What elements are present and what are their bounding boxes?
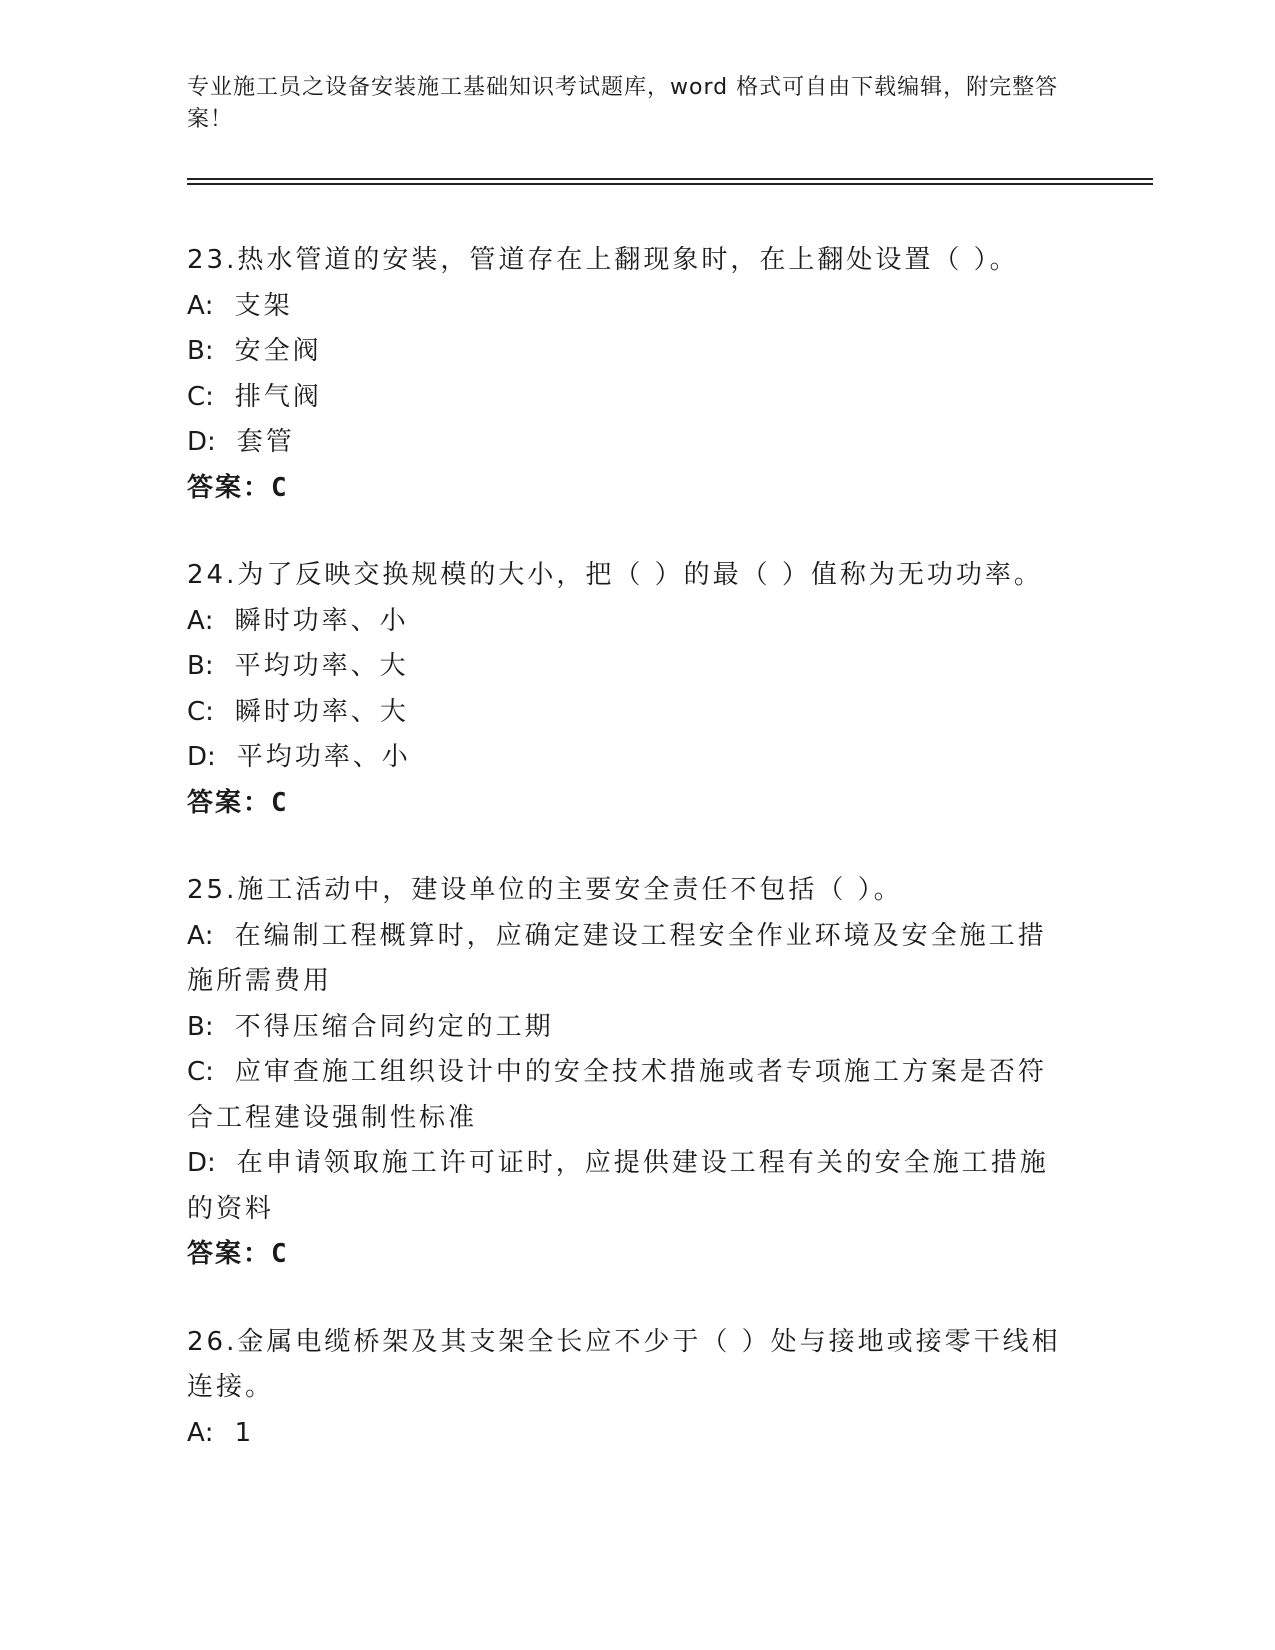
option-colon: : <box>204 651 217 681</box>
option-c <box>187 375 1067 421</box>
option-c <box>187 1050 1067 1141</box>
option-b <box>187 1005 1067 1051</box>
option-key: A <box>187 920 205 951</box>
option-c <box>187 690 1067 736</box>
option-key: A <box>187 1417 205 1448</box>
option-text: 不得压缩合同约定的工期 <box>234 1011 554 1042</box>
option-colon: : <box>204 920 217 951</box>
answer-line <box>187 1232 1067 1278</box>
document-header: 专业施工员之设备安装施工基础知识考试题库，word 格式可自由下载编辑，附完整答案！ <box>187 75 1059 132</box>
option-key: A <box>187 605 205 636</box>
option-key: D <box>187 1148 208 1178</box>
answer-label: 答案： <box>187 472 272 503</box>
option-text: 支架 <box>234 290 293 321</box>
answer-value: C <box>271 1239 287 1269</box>
option-b <box>187 644 1067 690</box>
option-a <box>187 914 1067 1005</box>
question-24 <box>187 553 1067 826</box>
answer-label: 答案： <box>187 787 272 818</box>
option-text: 套管 <box>236 427 295 457</box>
option-key: B <box>187 336 205 366</box>
option-text: 1 <box>234 1417 255 1448</box>
option-colon: : <box>204 605 217 636</box>
option-a <box>187 1411 1067 1457</box>
option-d <box>187 420 1067 466</box>
option-text: 平均功率、小 <box>236 742 411 772</box>
option-colon: : <box>207 427 219 457</box>
option-b <box>187 329 1067 375</box>
option-text: 平均功率、大 <box>234 651 409 681</box>
option-key: A <box>187 290 205 321</box>
option-d <box>187 1141 1067 1232</box>
option-colon: : <box>204 336 217 366</box>
header-rule-bottom <box>187 183 1153 185</box>
question-stem: 26.金属电缆桥架及其支架全长应不少于（ ）处与接地或接零干线相连接。 <box>187 1326 1061 1402</box>
option-key: C <box>187 696 206 727</box>
option-key: C <box>187 381 206 412</box>
question-stem: 23.热水管道的安装，管道存在上翻现象时，在上翻处设置（ ）。 <box>187 245 1019 275</box>
option-key: C <box>187 1057 206 1087</box>
answer-value: C <box>271 472 287 503</box>
question-stem: 25.施工活动中，建设单位的主要安全责任不包括（ ）。 <box>187 875 903 905</box>
question-26 <box>187 1320 1067 1457</box>
answer-line <box>187 781 1067 827</box>
answer-value: C <box>271 787 287 818</box>
option-key: D <box>187 742 208 772</box>
question-25 <box>187 868 1067 1278</box>
option-colon: : <box>205 1057 217 1087</box>
question-23 <box>187 238 1067 511</box>
option-text: 安全阀 <box>234 336 322 366</box>
option-colon: : <box>207 1148 219 1178</box>
option-text: 在编制工程概算时，应确定建设工程安全作业环境及安全施工措施所需费用 <box>187 920 1047 996</box>
header-rule-top <box>187 178 1153 180</box>
option-colon: : <box>204 1011 217 1042</box>
option-key: B <box>187 651 205 681</box>
option-key: B <box>187 1011 205 1042</box>
option-text: 瞬时功率、小 <box>234 605 409 636</box>
option-text: 瞬时功率、大 <box>234 696 409 727</box>
option-colon: : <box>207 742 219 772</box>
option-colon: : <box>205 381 217 412</box>
option-text: 排气阀 <box>234 381 322 412</box>
option-a <box>187 599 1067 645</box>
option-d <box>187 735 1067 781</box>
option-colon: : <box>204 290 217 321</box>
question-list <box>187 238 1067 1498</box>
option-colon: : <box>204 1417 217 1448</box>
question-stem: 24.为了反映交换规模的大小，把（ ）的最（ ）值称为无功功率。 <box>187 560 1043 590</box>
option-a <box>187 284 1067 330</box>
option-text: 在申请领取施工许可证时，应提供建设工程有关的安全施工措施的资料 <box>187 1148 1049 1224</box>
answer-label: 答案： <box>187 1239 272 1269</box>
option-text: 应审查施工组织设计中的安全技术措施或者专项施工方案是否符合工程建设强制性标准 <box>187 1057 1047 1133</box>
option-key: D <box>187 427 208 457</box>
answer-line <box>187 466 1067 512</box>
option-colon: : <box>205 696 217 727</box>
